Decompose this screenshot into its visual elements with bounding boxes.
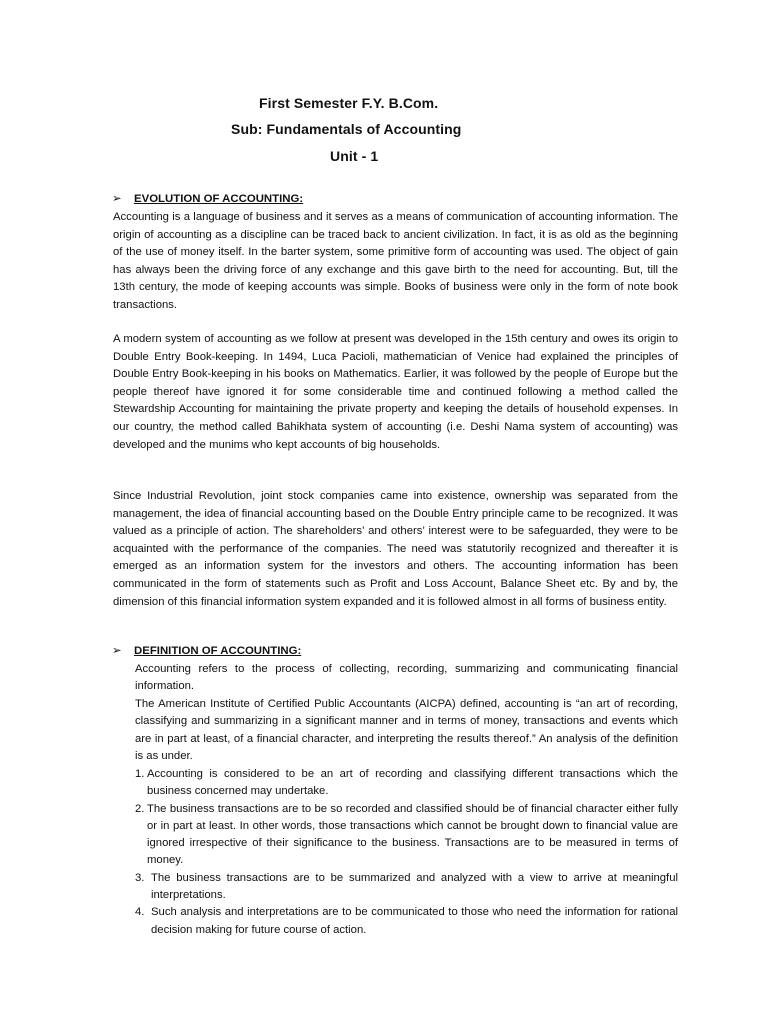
section-heading-evolution xyxy=(112,192,303,206)
list-item-text: Accounting is considered to be an art of recording and classifying different transactions which the business concerned may undertake. xyxy=(147,768,678,798)
paragraph-evolution-3: Since Industrial Revolution, joint stock companies came into existence, ownership was separated from the management, the idea of financial accounting based on the Double Entry principle came to be recognized. It was valued as a principle of action. The shareholders’ and others’ interest were to be safeguarded, they were to be acquainted with the performance of the companies. The need was statutorily recognized and thereafter it is emerged as an information system for the investors and others. The accounting information has been communicated in the form of statements such as Profit and Loss Account, Balance Sheet etc. By and by, the dimension of this financial information system expanded and it is followed almost in all forms of business entity. xyxy=(113,490,678,608)
list-item-number: 4. xyxy=(135,906,145,919)
definition-block xyxy=(135,661,678,696)
list-item-number: 2. xyxy=(135,802,145,815)
list-item xyxy=(135,801,678,870)
doc-title-subject: Sub: Fundamentals of Accounting xyxy=(231,121,462,137)
section-heading-definition xyxy=(112,644,301,658)
list-item-number: 3. xyxy=(135,871,145,884)
paragraph-evolution-2: A modern system of accounting as we follow at present was developed in the 15th century and owes its origin to Double Entry Book-keeping. In 1494, Luca Pacioli, mathematician of Venice had explained the principles of Double Entry Book-keeping in his books on Mathematics. Earlier, it was followed by the people of Europe but the people thereof have ignored it for some considerable time and continued following a method called the Stewardship Accounting for maintaining the private property and keeping the details of household expenses. In our country, the method called Bahikhata system of accounting (i.e. Deshi Nama system of accounting) was developed and the munims who kept accounts of big households. xyxy=(113,333,678,451)
list-item-number: 1. xyxy=(135,768,145,780)
list-item-text: The business transactions are to be so recorded and classified should be of financial character either fully or in part at least. In other words, those transactions which cannot be brought down to financial value are ignored irrespective of their significance to the business. Transactions are to be measured in terms of money. xyxy=(147,802,678,867)
paragraph-definition-1: Accounting refers to the process of collecting, recording, summarizing and communicating financial information. xyxy=(135,663,678,693)
list-item xyxy=(135,904,678,939)
section-heading-text: DEFINITION OF ACCOUNTING: xyxy=(134,645,302,657)
list-item xyxy=(135,766,678,801)
list-item xyxy=(135,870,678,905)
list-item-text: Such analysis and interpretations are to be communicated to those who need the information for rational decision making for future course of action. xyxy=(151,906,678,936)
arrow-bullet-icon: ➢ xyxy=(112,193,122,205)
paragraph-evolution-1: Accounting is a language of business and it serves as a means of communication of accounting information. The origin of accounting as a discipline can be traced back to ancient civilization. In fact, it is as old as the beginning of the use of money itself. In the barter system, some primitive form of accounting was used. The object of gain has always been the driving force of any exchange and this gave birth to the need for accounting. But, till the 13th century, the mode of keeping accounts was simple. Books of business were only in the form of note book transactions. xyxy=(113,211,678,311)
definition-block xyxy=(135,696,678,765)
paragraph-definition-2: The American Institute of Certified Public Accountants (AICPA) defined, accounting is “an art of recording, classifying and summarizing in a significant manner and in terms of money, transactions and events which are in part at least, of a financial character, and interpreting the results thereof.” An analysis of the definition is as under. xyxy=(135,698,678,762)
doc-title-unit: Unit - 1 xyxy=(330,148,379,164)
arrow-bullet-icon: ➢ xyxy=(112,645,122,657)
section-heading-text: EVOLUTION OF ACCOUNTING: xyxy=(134,193,304,205)
list-item-text: The business transactions are to be summarized and analyzed with a view to arrive at meaningful interpretations. xyxy=(151,871,678,902)
definition-analysis-list xyxy=(135,766,678,939)
doc-title-semester: First Semester F.Y. B.Com. xyxy=(259,95,439,111)
